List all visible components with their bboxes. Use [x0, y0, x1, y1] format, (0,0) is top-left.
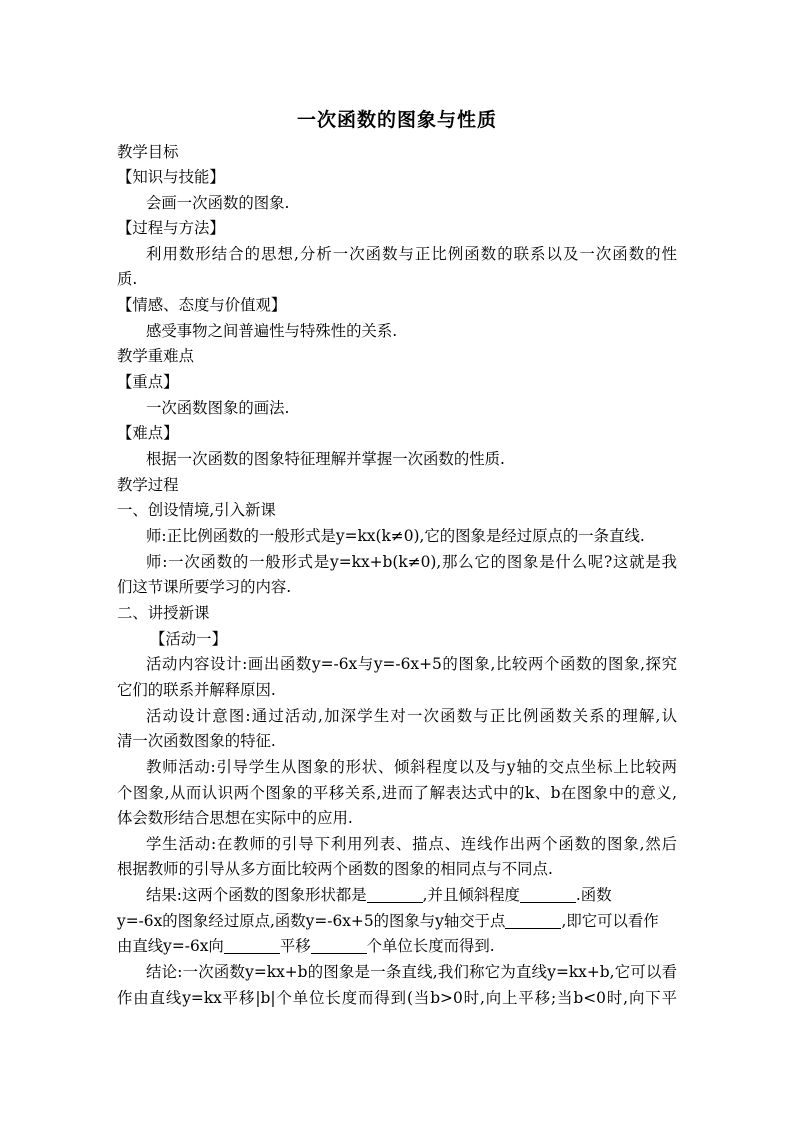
knowledge-text: 会画一次函数的图象.: [146, 194, 290, 212]
fill-blank-slope: [520, 886, 576, 903]
conclusion-line-2: 作由直线y=kx平移|b|个单位长度而得到(当b>0时,向上平移;当b<0时,向下平: [117, 989, 677, 1007]
teacher-activity-line-3: 体会数形结合思想在实际中的应用.: [117, 809, 353, 827]
activity-design-line-2: 它们的联系并解释原因.: [117, 681, 276, 699]
result-line-1-part-b: ,并且倾斜程度: [422, 886, 520, 904]
result-line-1: [146, 882, 706, 908]
activity-intent-line-2: 清一次函数图象的特征.: [117, 732, 276, 750]
result-line-1-part-a: 结果:这两个函数的图象形状都是: [146, 886, 367, 904]
knowledge-heading: 【知识与技能】: [117, 168, 225, 186]
section1-paragraph-1: 师:正比例函数的一般形式是y=kx(k≠0),它的图象是经过原点的一条直线.: [146, 527, 645, 545]
result-line-2-part-a: y=-6x的图象经过原点,函数y=-6x+5的图象与y轴交于点: [117, 912, 506, 930]
process-method-text-1: 利用数形结合的思想,分析一次函数与正比例函数的联系以及一次函数的性: [146, 245, 677, 263]
fill-blank-intersection: [505, 912, 561, 929]
teacher-activity-line-2: 个图象,从而认识两个图象的平移关系,进而了解表达式中的k、b在图象中的意义,: [117, 784, 677, 802]
result-line-3-part-b: 平移: [279, 937, 311, 955]
process-method-text-2: 质.: [117, 270, 138, 288]
section2-heading: 二、讲授新课: [117, 604, 210, 622]
emotion-heading: 【情感、态度与价值观】: [117, 296, 287, 314]
result-line-3-part-c: 个单位长度而得到.: [366, 937, 495, 955]
activity-design-line-1: 活动内容设计:画出函数y=-6x与y=-6x+5的图象,比较两个函数的图象,探究: [146, 655, 677, 673]
goals-heading: 教学目标: [117, 143, 179, 161]
fill-blank-direction: [224, 937, 280, 954]
student-activity-line-2: 根据教师的引导从多方面比较两个函数的图象的相同点与不同点.: [117, 860, 553, 878]
activity-intent-line-1: 活动设计意图:通过活动,加深学生对一次函数与正比例函数关系的理解,认: [146, 707, 677, 725]
difficult-heading: 【难点】: [117, 424, 179, 442]
key-text: 一次函数图象的画法.: [146, 399, 290, 417]
result-line-3: [117, 933, 677, 959]
difficult-text: 根据一次函数的图象特征理解并掌握一次函数的性质.: [146, 450, 505, 468]
fill-blank-shape: [367, 886, 423, 903]
keypoints-heading: 教学重难点: [117, 347, 194, 365]
result-line-2-part-b: ,即它可以看作: [561, 912, 659, 930]
section1-paragraph-2-line-2: 们这节课所要学习的内容.: [117, 578, 292, 596]
document-title: 一次函数的图象与性质: [296, 109, 497, 131]
fill-blank-units: [311, 937, 367, 954]
conclusion-line-1: 结论:一次函数y=kx+b的图象是一条直线,我们称它为直线y=kx+b,它可以看: [146, 963, 677, 981]
teacher-activity-line-1: 教师活动:引导学生从图象的形状、倾斜程度以及与y轴的交点坐标上比较两: [146, 758, 677, 776]
section1-heading: 一、创设情境,引入新课: [117, 501, 276, 519]
key-heading: 【重点】: [117, 373, 179, 391]
process-heading: 教学过程: [117, 476, 179, 494]
student-activity-line-1: 学生活动:在教师的引导下利用列表、描点、连线作出两个函数的图象,然后: [146, 835, 677, 853]
result-line-2: [117, 908, 677, 934]
section1-paragraph-2-line-1: 师:一次函数的一般形式是y=kx+b(k≠0),那么它的图象是什么呢?这就是我: [146, 553, 677, 571]
result-line-1-part-c: .函数: [575, 886, 612, 904]
result-line-3-part-a: 由直线y=-6x向: [117, 937, 224, 955]
process-method-heading: 【过程与方法】: [117, 219, 225, 237]
activity1-heading: 【活动一】: [150, 630, 227, 648]
emotion-text: 感受事物之间普遍性与特殊性的关系.: [146, 322, 398, 340]
